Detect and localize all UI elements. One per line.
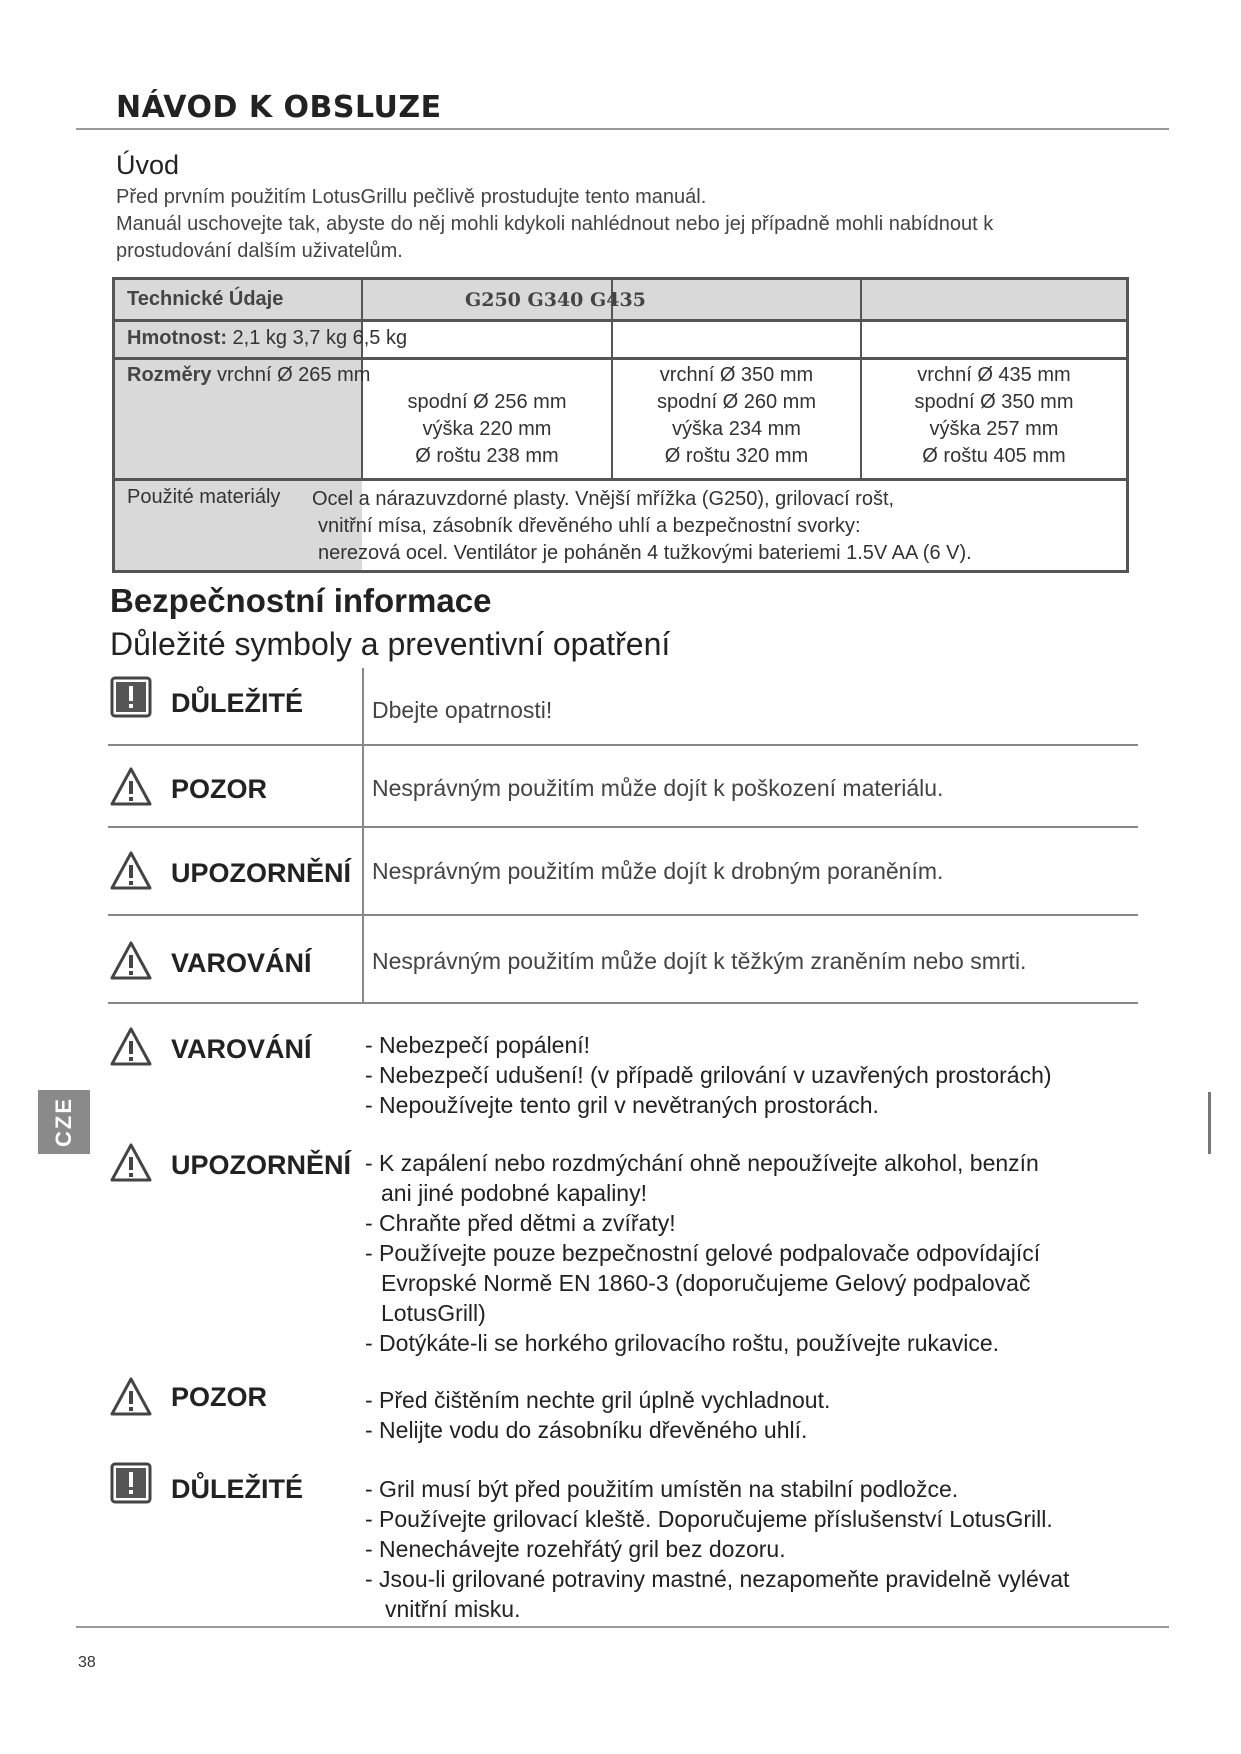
list-item-continued: ani jiné podobné kapaliny! [381, 1180, 647, 1206]
list-item-continued: LotusGrill) [381, 1300, 486, 1326]
notice-important-list [365, 1474, 1185, 1624]
weight-values: 2,1 kg 3,7 kg 6,5 kg [232, 327, 408, 349]
header-divider [76, 128, 1169, 130]
warning-triangle-icon [110, 766, 152, 808]
page-title: NÁVOD K OBSLUZE [116, 90, 442, 125]
dims-label: Rozměry [127, 364, 212, 386]
list-item: - Nepoužívejte tento gril v nevětraných prostorách. [365, 1092, 879, 1118]
notice-attention-list [365, 1385, 1145, 1445]
notice-label: POZOR [171, 1382, 268, 1412]
g340-height: výška 234 mm [672, 418, 801, 440]
list-item: - Gril musí být před použitím umístěn na stabilní podložce. [365, 1476, 959, 1502]
intro-line: Manuál uschovejte tak, abyste do něj mohli kdykoli nahlédnout nebo jej případně mohli nabídnout k [116, 213, 994, 235]
symbols-row-line [108, 914, 1138, 916]
list-item: - Jsou-li grilované potraviny mastné, nezapomeňte pravidelně vylévat [365, 1566, 1070, 1592]
safety-subheading: Důležité symboly a preventivní opatření [110, 626, 671, 662]
notice-label: VAROVÁNÍ [171, 1034, 312, 1064]
table-line [115, 478, 1126, 481]
notice-label: UPOZORNĚNÍ [171, 1150, 352, 1180]
symbol-label: UPOZORNĚNÍ [171, 858, 352, 888]
list-item: - Používejte pouze bezpečnostní gelové podpalovače odpovídající [365, 1240, 1041, 1266]
g250-grate: Ø roštu 238 mm [415, 445, 559, 467]
intro-line: prostudování dalším uživatelům. [116, 240, 403, 262]
g435-top: vrchní Ø 435 mm [917, 364, 1071, 386]
symbol-text: Dbejte opatrnosti! [372, 697, 553, 723]
symbols-row-line [108, 1002, 1138, 1004]
list-item: - Nebezpečí udušení! (v případě grilování v uzavřených prostorách) [365, 1062, 1052, 1088]
specs-weight-row [127, 327, 407, 350]
symbol-text: Nesprávným použitím může dojít k poškození materiálu. [372, 775, 944, 801]
page-number: 38 [78, 1654, 96, 1671]
symbol-label: POZOR [171, 774, 268, 804]
warning-triangle-icon [110, 850, 152, 892]
symbol-text: Nesprávným použitím může dojít k těžkým zraněním nebo smrti. [372, 948, 1027, 974]
warning-triangle-icon [110, 1026, 152, 1068]
warning-triangle-icon [110, 1142, 152, 1184]
g340-top: vrchní Ø 350 mm [659, 364, 814, 386]
symbols-row-line [108, 826, 1138, 828]
list-item: - K zapálení nebo rozdmýchání ohně nepoužívejte alkohol, benzín [365, 1150, 1039, 1176]
weight-label: Hmotnost: [127, 327, 227, 349]
g250-bottom: spodní Ø 256 mm [407, 391, 567, 413]
specs-header-label: Technické Údaje [127, 288, 284, 310]
symbol-label: DŮLEŽITÉ [171, 688, 303, 718]
g250-height: výška 220 mm [422, 418, 552, 440]
symbols-divider [362, 668, 364, 1004]
list-item: - Dotýkáte-li se horkého grilovacího roštu, používejte rukavice. [365, 1330, 1000, 1356]
materials-line: nerezová ocel. Ventilátor je poháněn 4 tužkovými bateriemi 1.5V AA (6 V). [318, 542, 972, 564]
specs-dims-row [127, 364, 370, 387]
g250-top: vrchní Ø 265 mm [217, 364, 371, 386]
g435-bottom: spodní Ø 350 mm [914, 391, 1074, 413]
important-icon [110, 676, 152, 718]
intro-text [116, 184, 1116, 265]
language-tab-label: CZE [51, 1097, 76, 1147]
materials-label: Použité materiály [127, 486, 281, 508]
specs-table [112, 277, 1129, 573]
page-edge-marker [1208, 1092, 1211, 1154]
list-item: - Používejte grilovací kleště. Doporučujeme příslušenství LotusGrill. [365, 1506, 1053, 1532]
g435-dims [862, 362, 1126, 470]
list-item: - Nenechávejte rozehřátý gril bez dozoru. [365, 1536, 786, 1562]
materials-line: vnitřní mísa, zásobník dřevěného uhlí a bezpečnostní svorky: [318, 515, 861, 537]
intro-heading: Úvod [116, 150, 180, 180]
list-item: - Nebezpečí popálení! [365, 1032, 591, 1058]
specs-models: G250 G340 G435 [465, 289, 646, 311]
intro-line: Před prvním použitím LotusGrillu pečlivě prostudujte tento manuál. [116, 186, 707, 208]
symbols-row-line [108, 744, 1138, 746]
list-item: - Nelijte vodu do zásobníku dřevěného uhlí. [365, 1417, 808, 1443]
list-item: - Před čištěním nechte gril úplně vychladnout. [365, 1387, 831, 1413]
list-item-continued: Evropské Normě EN 1860-3 (doporučujeme Gelový podpalovač [381, 1270, 1031, 1296]
list-item: - Chraňte před dětmi a zvířaty! [365, 1210, 676, 1236]
notice-label: DŮLEŽITÉ [171, 1474, 303, 1504]
symbol-text: Nesprávným použitím může dojít k drobným poraněním. [372, 858, 944, 884]
symbol-label: VAROVÁNÍ [171, 948, 312, 978]
g435-grate: Ø roštu 405 mm [922, 445, 1066, 467]
notice-caution-list [365, 1148, 1165, 1358]
g435-height: výška 257 mm [929, 418, 1059, 440]
g340-bottom: spodní Ø 260 mm [657, 391, 816, 413]
list-item-continued: vnitřní misku. [385, 1596, 521, 1622]
warning-triangle-icon [110, 940, 152, 982]
table-line [115, 319, 1126, 322]
g340-grate: Ø roštu 320 mm [664, 445, 809, 467]
footer-divider [76, 1626, 1169, 1628]
materials-text [312, 486, 1122, 567]
safety-heading: Bezpečnostní informace [110, 582, 492, 619]
g340-dims [613, 362, 860, 470]
important-icon [110, 1462, 152, 1504]
notice-warning-list [365, 1030, 1145, 1120]
table-line [115, 357, 1126, 360]
g250-dims [363, 389, 611, 470]
language-tab [38, 1090, 90, 1154]
warning-triangle-icon [110, 1376, 152, 1418]
materials-line: Ocel a nárazuvzdorné plasty. Vnější mřížka (G250), grilovací rošt, [312, 488, 895, 510]
